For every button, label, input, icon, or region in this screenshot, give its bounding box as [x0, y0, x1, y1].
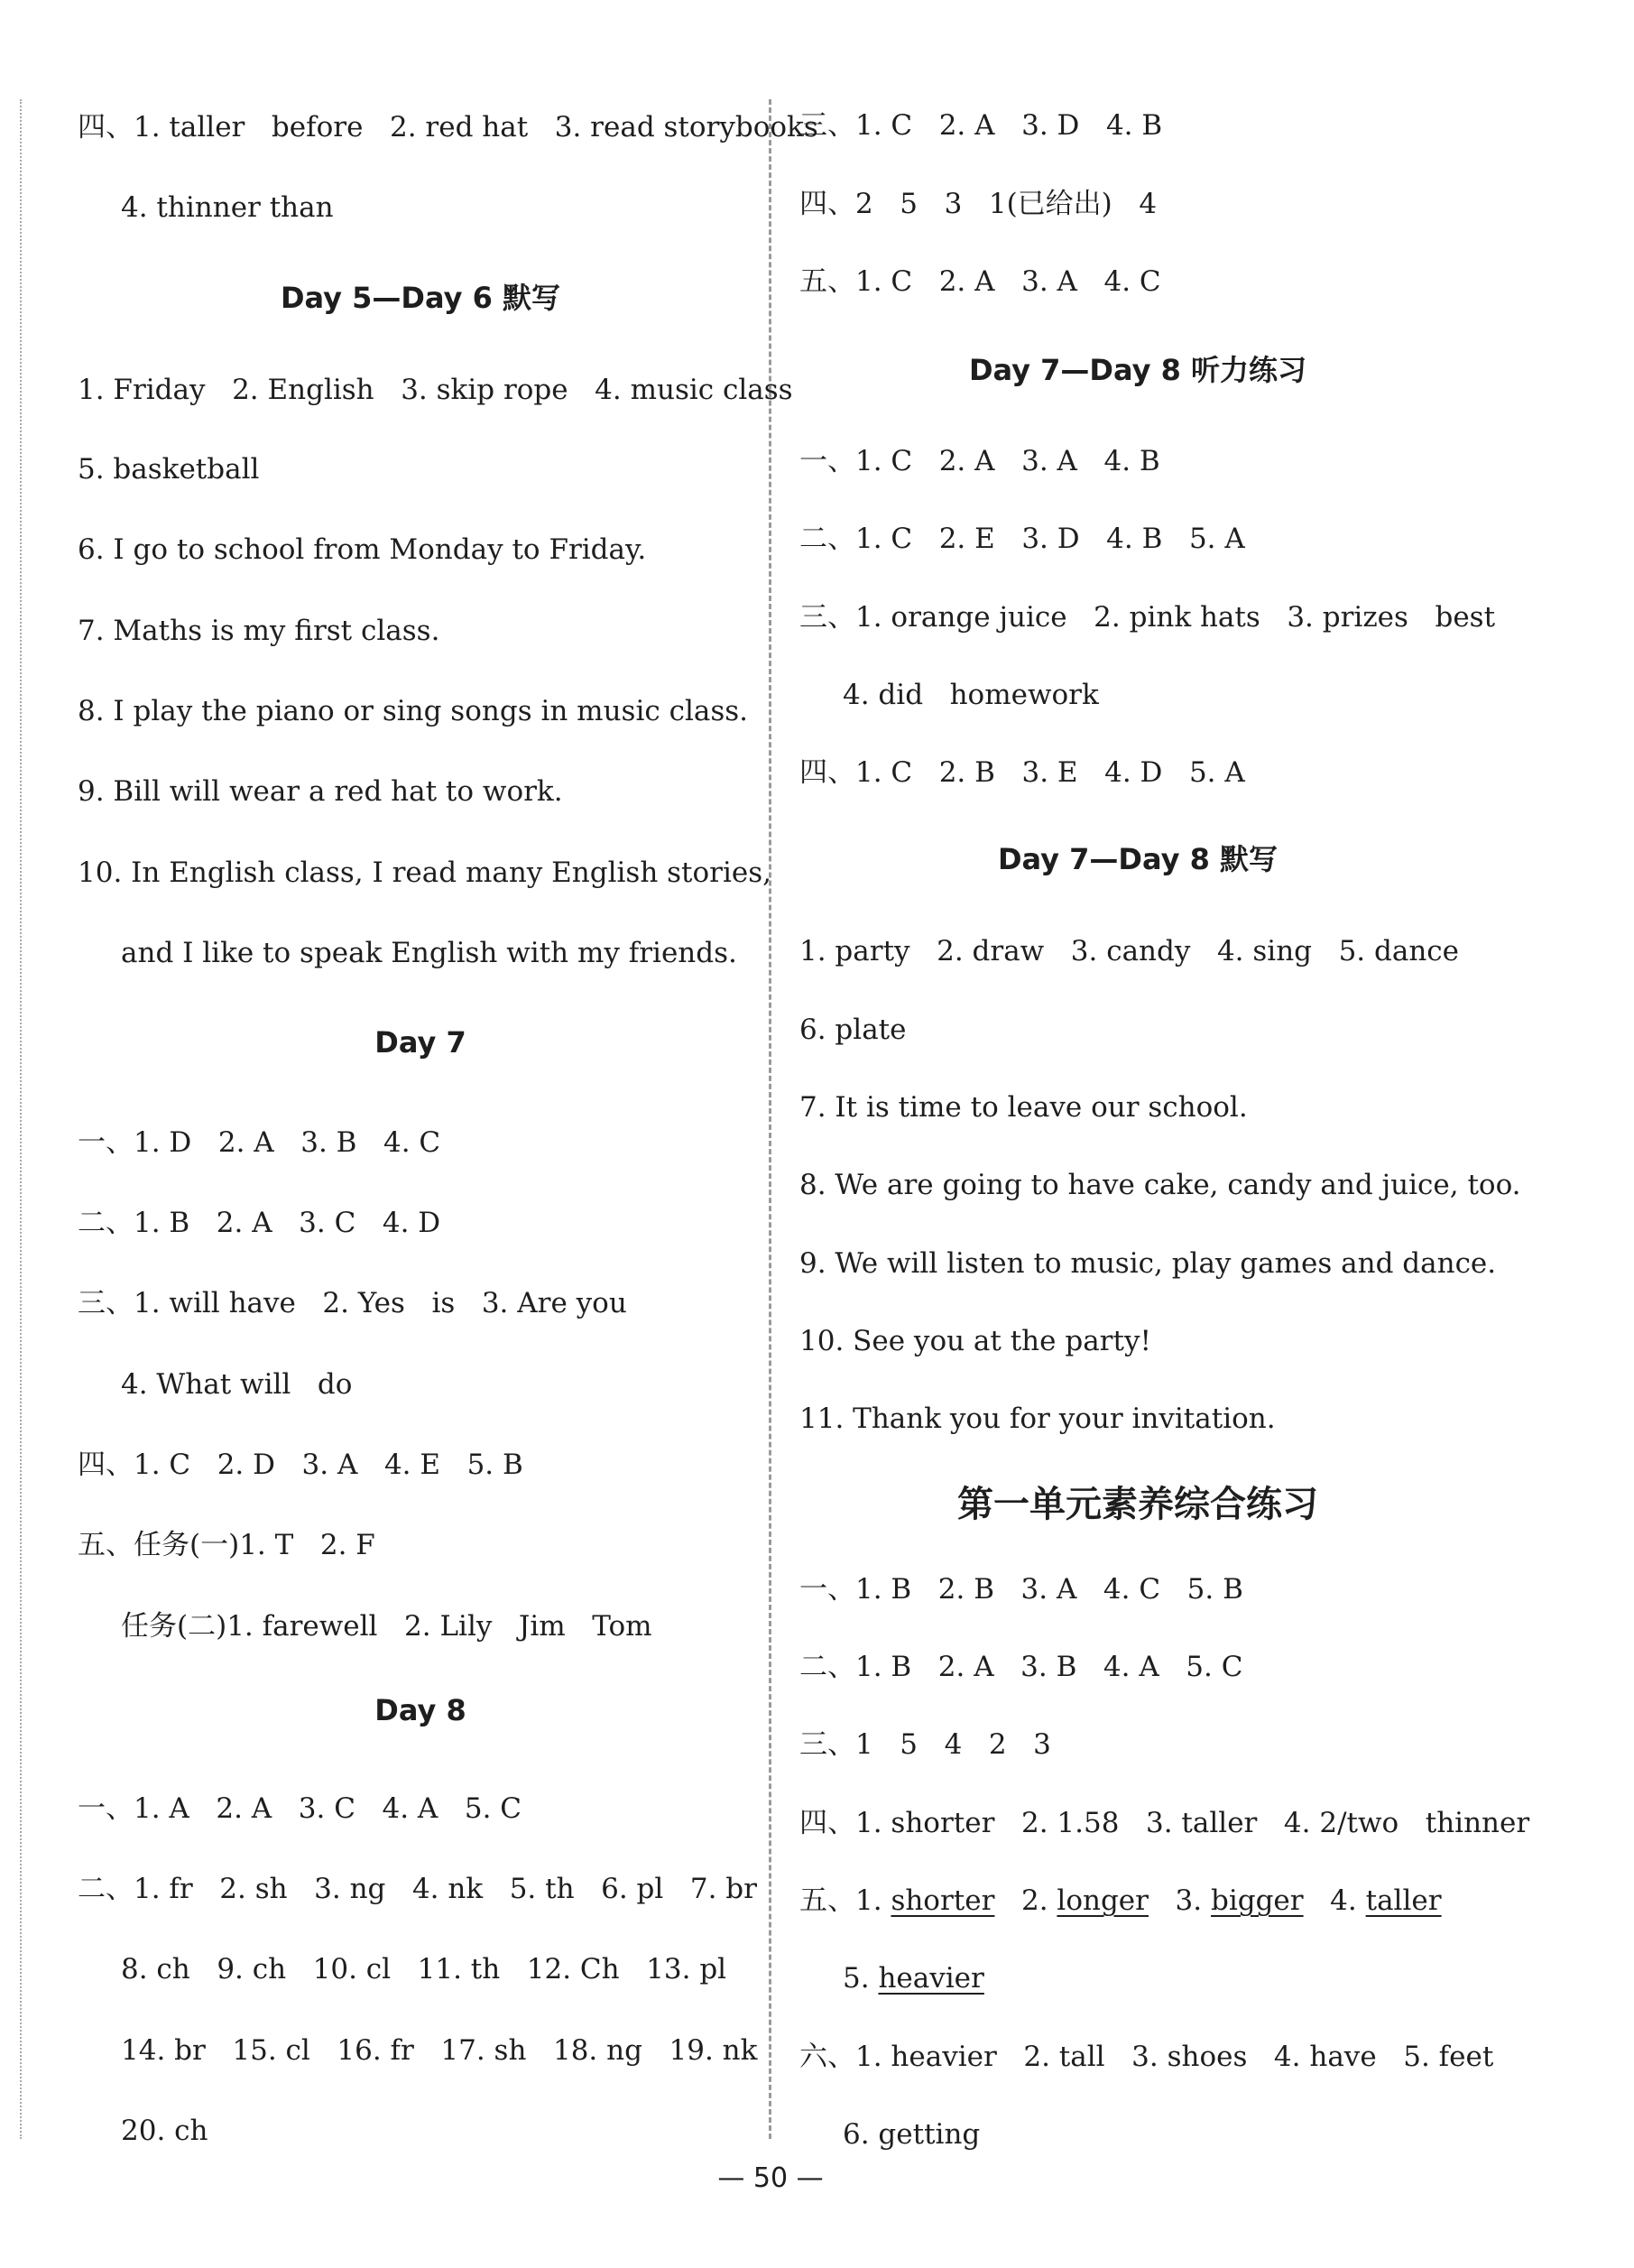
- answer-prefix: 2.: [994, 1884, 1057, 1917]
- answer-line: 四、1. C 2. B 3. E 4. D 5. A: [799, 756, 1245, 789]
- answer-line: 六、1. heavier 2. tall 3. shoes 4. have 5. feet: [799, 2041, 1494, 2073]
- answer-line: 任务(二)1. farewell 2. Lily Jim Tom: [121, 1610, 652, 1643]
- answer-line: 8. We are going to have cake, candy and juice, too.: [799, 1169, 1521, 1201]
- answer-line: 一、1. B 2. B 3. A 4. C 5. B: [799, 1573, 1243, 1606]
- answer-line: 6. getting: [843, 2118, 981, 2151]
- section-heading-day7-day8-listening: Day 7—Day 8 听力练习: [968, 353, 1307, 387]
- answer-line: 二、1. C 2. E 3. D 4. B 5. A: [799, 523, 1245, 555]
- answer-line: 四、1. shorter 2. 1.58 3. taller 4. 2/two thinner: [799, 1807, 1530, 1839]
- answer-line: 三、1. will have 2. Yes is 3. Are you: [78, 1287, 627, 1319]
- answer-prefix: 3.: [1148, 1884, 1211, 1917]
- underlined-answer: bigger: [1210, 1884, 1304, 1917]
- answer-line: 6. plate: [799, 1014, 907, 1046]
- answer-line: 10. See you at the party!: [799, 1325, 1151, 1357]
- section-heading-day5-day6-dictation: Day 5—Day 6 默写: [280, 281, 561, 315]
- answer-line: 一、1. D 2. A 3. B 4. C: [78, 1126, 441, 1159]
- section-heading-unit1-comprehensive: 第一单元素养综合练习: [957, 1484, 1318, 1525]
- underlined-answer: taller: [1365, 1884, 1442, 1917]
- answer-line: 三、1. orange juice 2. pink hats 3. prizes best: [799, 601, 1496, 634]
- answer-line: 4. did homework: [843, 679, 1099, 711]
- underlined-answer: heavier: [878, 1962, 984, 1995]
- page-number: — 50 —: [717, 2162, 824, 2194]
- section-heading-day7-day8-dictation: Day 7—Day 8 默写: [997, 842, 1279, 876]
- answer-line: 4. thinner than: [121, 191, 334, 224]
- answer-line: 5. basketball: [78, 453, 260, 486]
- section-heading-day8: Day 8: [374, 1693, 466, 1727]
- answer-prefix: 五、1.: [799, 1884, 891, 1917]
- underlined-answer: longer: [1057, 1884, 1149, 1917]
- answer-line: and I like to speak English with my friends.: [121, 937, 737, 969]
- answer-line: 三、1. C 2. A 3. D 4. B: [799, 109, 1163, 142]
- answer-line: 9. We will listen to music, play games and dance.: [799, 1247, 1497, 1280]
- answer-line: 二、1. B 2. A 3. C 4. D: [78, 1207, 441, 1239]
- answer-line: [799, 1883, 1442, 1919]
- underlined-answer: shorter: [891, 1884, 995, 1917]
- answer-line: 三、1 5 4 2 3: [799, 1728, 1051, 1761]
- answer-line: 四、2 5 3 1(已给出) 4: [799, 188, 1158, 220]
- answer-prefix: 4.: [1303, 1884, 1366, 1917]
- answer-line: 四、1. taller before 2. red hat 3. read storybooks: [78, 111, 818, 143]
- answer-line: 一、1. A 2. A 3. C 4. A 5. C: [78, 1792, 522, 1825]
- answer-line: 一、1. C 2. A 3. A 4. B: [799, 445, 1160, 477]
- answer-line: 11. Thank you for your invitation.: [799, 1402, 1276, 1435]
- answer-line: 9. Bill will wear a red hat to work.: [78, 775, 563, 808]
- answer-line: 二、1. fr 2. sh 3. ng 4. nk 5. th 6. pl 7. br: [78, 1873, 757, 1905]
- answer-line: 五、任务(一)1. T 2. F: [78, 1529, 375, 1561]
- answer-line: 14. br 15. cl 16. fr 17. sh 18. ng 19. nk: [121, 2034, 758, 2067]
- answer-line: 7. It is time to leave our school.: [799, 1091, 1248, 1124]
- left-margin-dotted-line: [20, 99, 22, 2139]
- answer-line: 4. What will do: [121, 1368, 353, 1401]
- answer-line: [843, 1960, 984, 1996]
- answer-line: 1. Friday 2. English 3. skip rope 4. music class: [78, 374, 793, 406]
- answer-prefix: 5.: [843, 1962, 879, 1995]
- answer-line: 8. I play the piano or sing songs in music class.: [78, 695, 749, 727]
- section-heading-day7: Day 7: [374, 1025, 466, 1060]
- answer-line: 五、1. C 2. A 3. A 4. C: [799, 265, 1161, 298]
- answer-line: 8. ch 9. ch 10. cl 11. th 12. Ch 13. pl: [121, 1953, 727, 1986]
- answer-line: 7. Maths is my first class.: [78, 615, 440, 647]
- answer-line: 6. I go to school from Monday to Friday.: [78, 533, 647, 566]
- answer-line: 10. In English class, I read many English stories,: [78, 856, 772, 889]
- answer-line: 四、1. C 2. D 3. A 4. E 5. B: [78, 1449, 523, 1481]
- answer-line: 20. ch: [121, 2115, 208, 2147]
- answer-line: 二、1. B 2. A 3. B 4. A 5. C: [799, 1651, 1243, 1683]
- answer-line: 1. party 2. draw 3. candy 4. sing 5. dance: [799, 935, 1459, 967]
